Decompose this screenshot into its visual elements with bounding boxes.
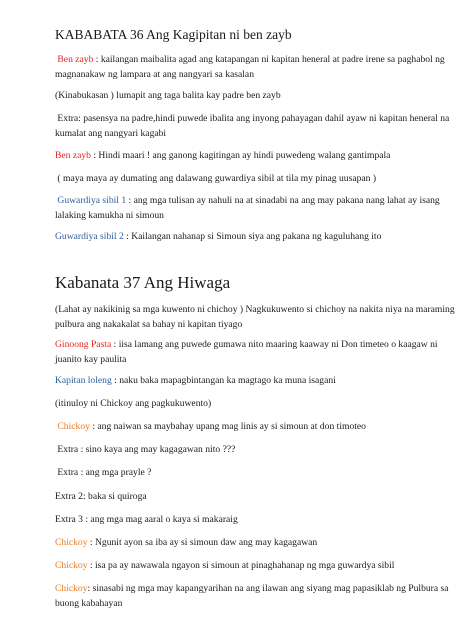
paragraph (55, 373, 460, 388)
dialogue-text: Extra 2: baka si quiroga (55, 491, 147, 502)
dialogue-text: Extra : ang mga prayle ? (57, 467, 152, 478)
chapter-37-title: Kabanata 37 Ang Hiwaga (55, 273, 231, 292)
paragraph (55, 193, 460, 223)
paragraph (55, 88, 460, 103)
speaker-name: Chickoy (55, 560, 88, 571)
paragraph (55, 558, 460, 573)
speaker-name: Guwardiya sibil 1 (57, 195, 127, 206)
dialogue-text: : sinasabi ng mga may kapangyarihan na ang ilawan ang siyang mag papasiklab ng Pulbura sa buong kabahayan (55, 583, 449, 609)
dialogue-text: : Hindi maari ! ang ganong kagitingan ay hindi puwedeng walang gantimpala (90, 150, 391, 161)
dialogue-text: Extra 3 : ang mga mag aaral o kaya si makaraig (55, 514, 238, 525)
dialogue-text: : ang naiwan sa maybahay upang mag linis ay si simoun at don timoteo (89, 421, 366, 432)
dialogue-text: : Ngunit ayon sa iba ay si simoun daw ang may kagagawan (87, 537, 318, 548)
paragraph (55, 465, 460, 480)
paragraph (55, 111, 460, 141)
paragraph (55, 171, 460, 186)
speaker-name: Ben zayb (57, 54, 94, 65)
speaker-name: Chickoy (55, 537, 88, 548)
paragraph (55, 419, 460, 434)
chapter-36-title: KABABATA 36 Ang Kagipitan ni ben zayb (55, 27, 292, 42)
narration-text: (itinuloy ni Chickoy ang pagkukuwento) (55, 398, 212, 409)
speaker-name: Ginoong Pasta (55, 339, 112, 350)
narration-text: (Lahat ay nakikinig sa mga kuwento ni chichoy ) Nagkukuwento si chichoy na nakita niya na maraming pulbura ang nakakalat sa bahay ni kapitan tiyago (55, 304, 455, 330)
paragraph (55, 581, 460, 611)
dialogue-text: : Kailangan nahanap si Simoun siya ang pakana ng kaguluhang ito (123, 231, 382, 242)
paragraph (55, 512, 460, 527)
speaker-name: Chickoy (55, 583, 88, 594)
narration-text: (Kinabukasan ) lumapit ang taga balita kay padre ben zayb (55, 90, 281, 101)
paragraph (55, 535, 460, 550)
paragraph (55, 489, 460, 504)
dialogue-text: Extra : sino kaya ang may kagagawan nito ??? (57, 444, 236, 455)
dialogue-text: : ang mga tulisan ay nahuli na at sinadabi na ang may pakana nang lahat ay isang lalaking kamukha ni simoun (55, 195, 440, 221)
speaker-name: Kapitan loleng (55, 375, 112, 386)
paragraph (55, 302, 460, 332)
paragraph (55, 229, 460, 244)
paragraph (55, 148, 460, 163)
paragraph (55, 337, 460, 367)
speaker-name: Guwardiya sibil 2 (55, 231, 124, 242)
paragraph (55, 52, 460, 82)
dialogue-text: : iisa lamang ang puwede gumawa nito maaring kaaway ni Don timeteo o kaagaw ni juanito kay paulita (55, 339, 438, 365)
dialogue-text: : isa pa ay nawawala ngayon si simoun at pinaghahanap ng mga guwardya sibil (87, 560, 395, 571)
paragraph (55, 442, 460, 457)
narration-text: ( maya maya ay dumating ang dalawang guwardiya sibil at tila my pinag uusapan ) (57, 173, 377, 184)
speaker-name: Chickoy (57, 421, 90, 432)
speaker-name: Ben zayb (55, 150, 91, 161)
paragraph (55, 396, 460, 411)
dialogue-text: Extra: pasensya na padre,hindi puwede ibalita ang inyong pahayagan dahil ayaw ni kapitan heneral na kumalat ang nangyari kagabi (55, 113, 450, 139)
dialogue-text: : naku baka mapagbintangan ka magtago ka muna isagani (111, 375, 336, 386)
dialogue-text: : kailangan maibalita agad ang katapangan ni kapitan heneral at padre irene sa paghabol ng magnanakaw ng lampara at ang nangyari sa kasalan (55, 54, 445, 80)
